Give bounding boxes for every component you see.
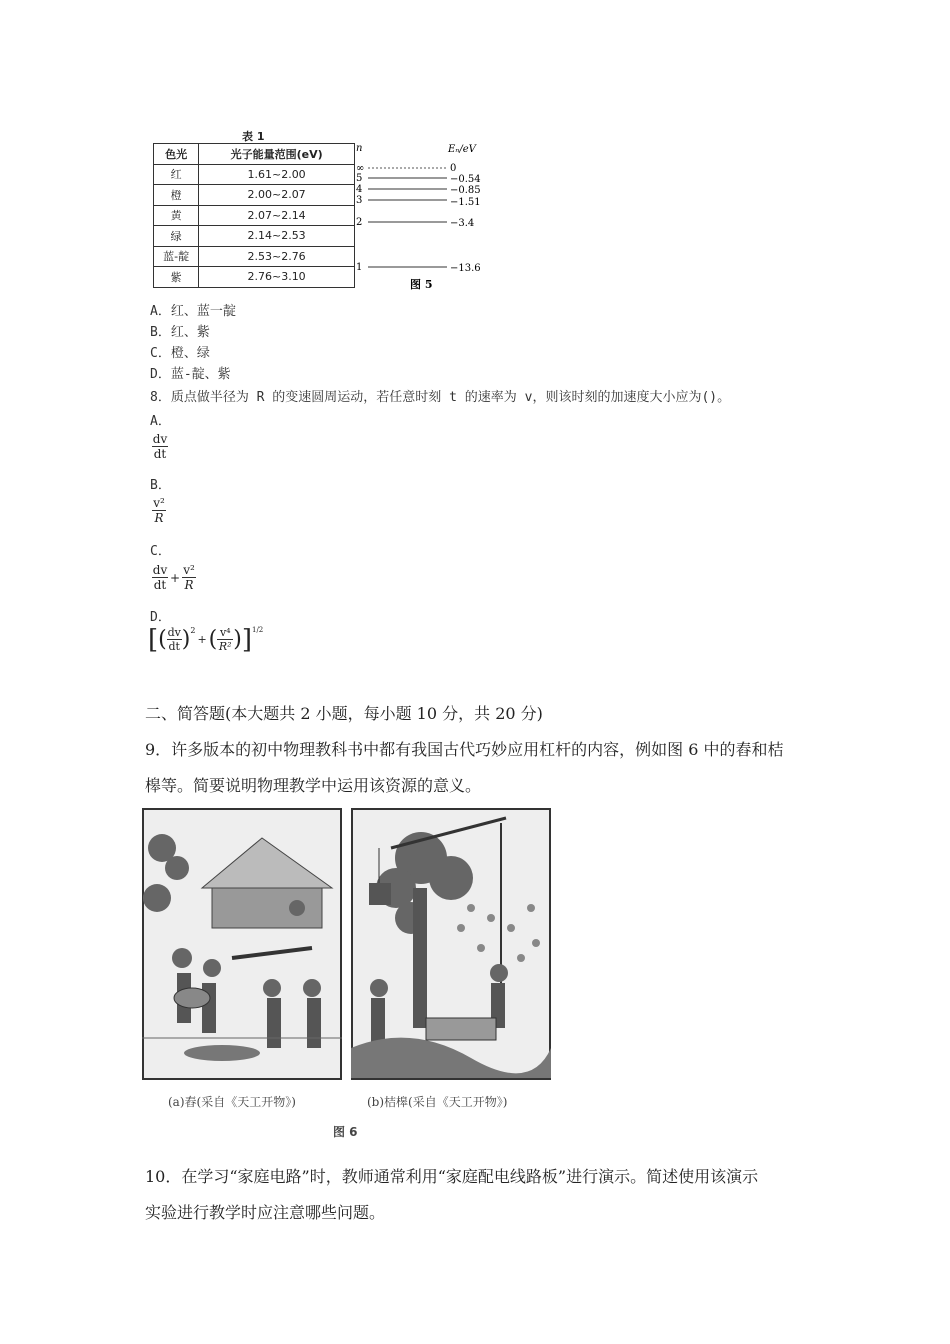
energy-level-diagram	[352, 138, 492, 293]
table-header: 光子能量范围(eV)	[199, 144, 355, 165]
level-energy: −0.85	[450, 185, 481, 196]
pestle-illustration	[142, 808, 342, 1080]
table-cell: 黄	[154, 205, 199, 226]
table-cell: 紫	[154, 267, 199, 288]
table-cell: 2.14~2.53	[199, 226, 355, 247]
level-energy: −1.51	[450, 197, 481, 208]
level-n: ∞	[356, 163, 365, 174]
table-row	[154, 205, 355, 226]
level-n: 3	[356, 195, 363, 206]
level-energy: 0	[450, 163, 457, 174]
photon-energy-table	[153, 143, 355, 288]
table1-caption: 表 1	[242, 130, 265, 143]
table-row	[154, 267, 355, 288]
q9-line2: 槔等。简要说明物理教学中运用该资源的意义。	[145, 776, 482, 795]
q7-option-d: D．蓝-靛、紫	[150, 367, 231, 382]
well-sweep-illustration	[351, 808, 551, 1080]
fig6-caption: 图 6	[333, 1125, 358, 1139]
fig6b-caption: (b)桔槔(采自《天工开物》)	[367, 1095, 508, 1109]
q8-option-a-label: A．	[150, 414, 171, 429]
table-cell: 2.07~2.14	[199, 205, 355, 226]
q7-option-a: A．红、蓝一靛	[150, 304, 236, 319]
table-cell: 1.61~2.00	[199, 164, 355, 185]
fig5-caption: 图 5	[410, 278, 433, 291]
q7-option-c: C．橙、绿	[150, 346, 210, 361]
table-row	[154, 185, 355, 206]
q10-line1: 10．在学习“家庭电路”时，教师通常利用“家庭配电线路板”进行演示。简述使用该演示	[145, 1167, 759, 1186]
level-n: 5	[356, 173, 363, 184]
level-energy: −3.4	[450, 218, 475, 229]
table-cell: 2.53~2.76	[199, 246, 355, 267]
level-energy: −0.54	[450, 174, 481, 185]
q8-stem: 8．质点做半径为 R 的变速圆周运动，若任意时刻 t 的速率为 v，则该时刻的加速度大小应为()。	[150, 390, 731, 405]
level-n: 4	[356, 184, 363, 195]
q8-option-d-formula: [ ( dv dt ) $^2$ + ( v⁴ R² ) ] $^{1/2}$	[148, 624, 264, 655]
table-cell: 蓝-靛	[154, 246, 199, 267]
table-cell: 绿	[154, 226, 199, 247]
q8-option-b-formula: $\frac{\text{v²}}{R}$	[153, 496, 165, 525]
level-n: 1	[356, 262, 363, 273]
q8-option-c-formula: dv dt + $\frac{\text{v²}}{R}$	[152, 563, 195, 592]
fig6a-caption: (a)舂(采自《天工开物》)	[168, 1095, 296, 1109]
section-heading: 二、简答题(本大题共 2 小题，每小题 10 分，共 20 分)	[145, 704, 543, 723]
q8-option-d-label: D．	[150, 610, 171, 625]
table-header: 色光	[154, 144, 199, 165]
q8-option-b-label: B．	[150, 478, 171, 493]
table-cell: 2.00~2.07	[199, 185, 355, 206]
q9-line1: 9．许多版本的初中物理教科书中都有我国古代巧妙应用杠杆的内容，例如图 6 中的舂和桔	[145, 740, 784, 759]
table-cell: 橙	[154, 185, 199, 206]
table-row	[154, 246, 355, 267]
n-axis-label: n	[356, 143, 363, 154]
energy-axis-label: Eₙ/eV	[448, 144, 476, 155]
table-row	[154, 164, 355, 185]
level-energy: −13.6	[450, 263, 481, 274]
q7-option-b: B．红、紫	[150, 325, 210, 340]
q8-option-a-formula: $\frac{dv}{dt}$	[152, 432, 168, 461]
table-cell: 红	[154, 164, 199, 185]
q8-option-c-label: C．	[150, 544, 171, 559]
level-n: 2	[356, 217, 363, 228]
q10-line2: 实验进行教学时应注意哪些问题。	[145, 1203, 386, 1222]
table-cell: 2.76~3.10	[199, 267, 355, 288]
table-row	[154, 226, 355, 247]
